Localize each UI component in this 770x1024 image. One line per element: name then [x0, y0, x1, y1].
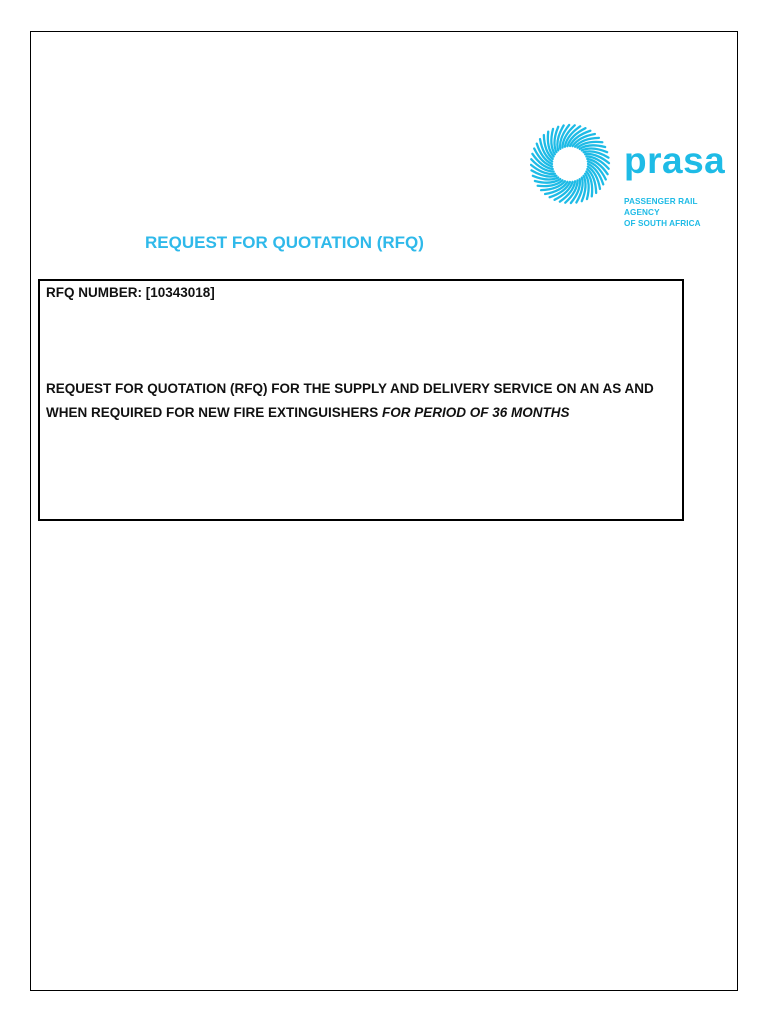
logo-wordmark: prasa	[624, 140, 726, 181]
description-line-2-text: WHEN REQUIRED FOR NEW FIRE EXTINGUISHERS	[46, 405, 383, 420]
description-line-2	[46, 401, 684, 425]
document-title: REQUEST FOR QUOTATION (RFQ)	[145, 233, 424, 252]
description-line-1: REQUEST FOR QUOTATION (RFQ) FOR THE SUPPLY AND DELIVERY SERVICE ON AN AS AND	[46, 381, 654, 396]
rfq-number: RFQ NUMBER: [10343018]	[46, 285, 215, 300]
description-period: FOR PERIOD OF 36 MONTHS	[382, 405, 570, 420]
prasa-ring-icon	[530, 120, 614, 220]
logo-subtitle	[624, 196, 720, 229]
logo-subtitle-line2: OF SOUTH AFRICA	[624, 219, 701, 228]
prasa-logo	[530, 120, 726, 228]
rfq-description	[46, 377, 684, 425]
logo-subtitle-line1: PASSENGER RAIL AGENCY	[624, 197, 698, 217]
rfq-details-box	[38, 279, 684, 521]
